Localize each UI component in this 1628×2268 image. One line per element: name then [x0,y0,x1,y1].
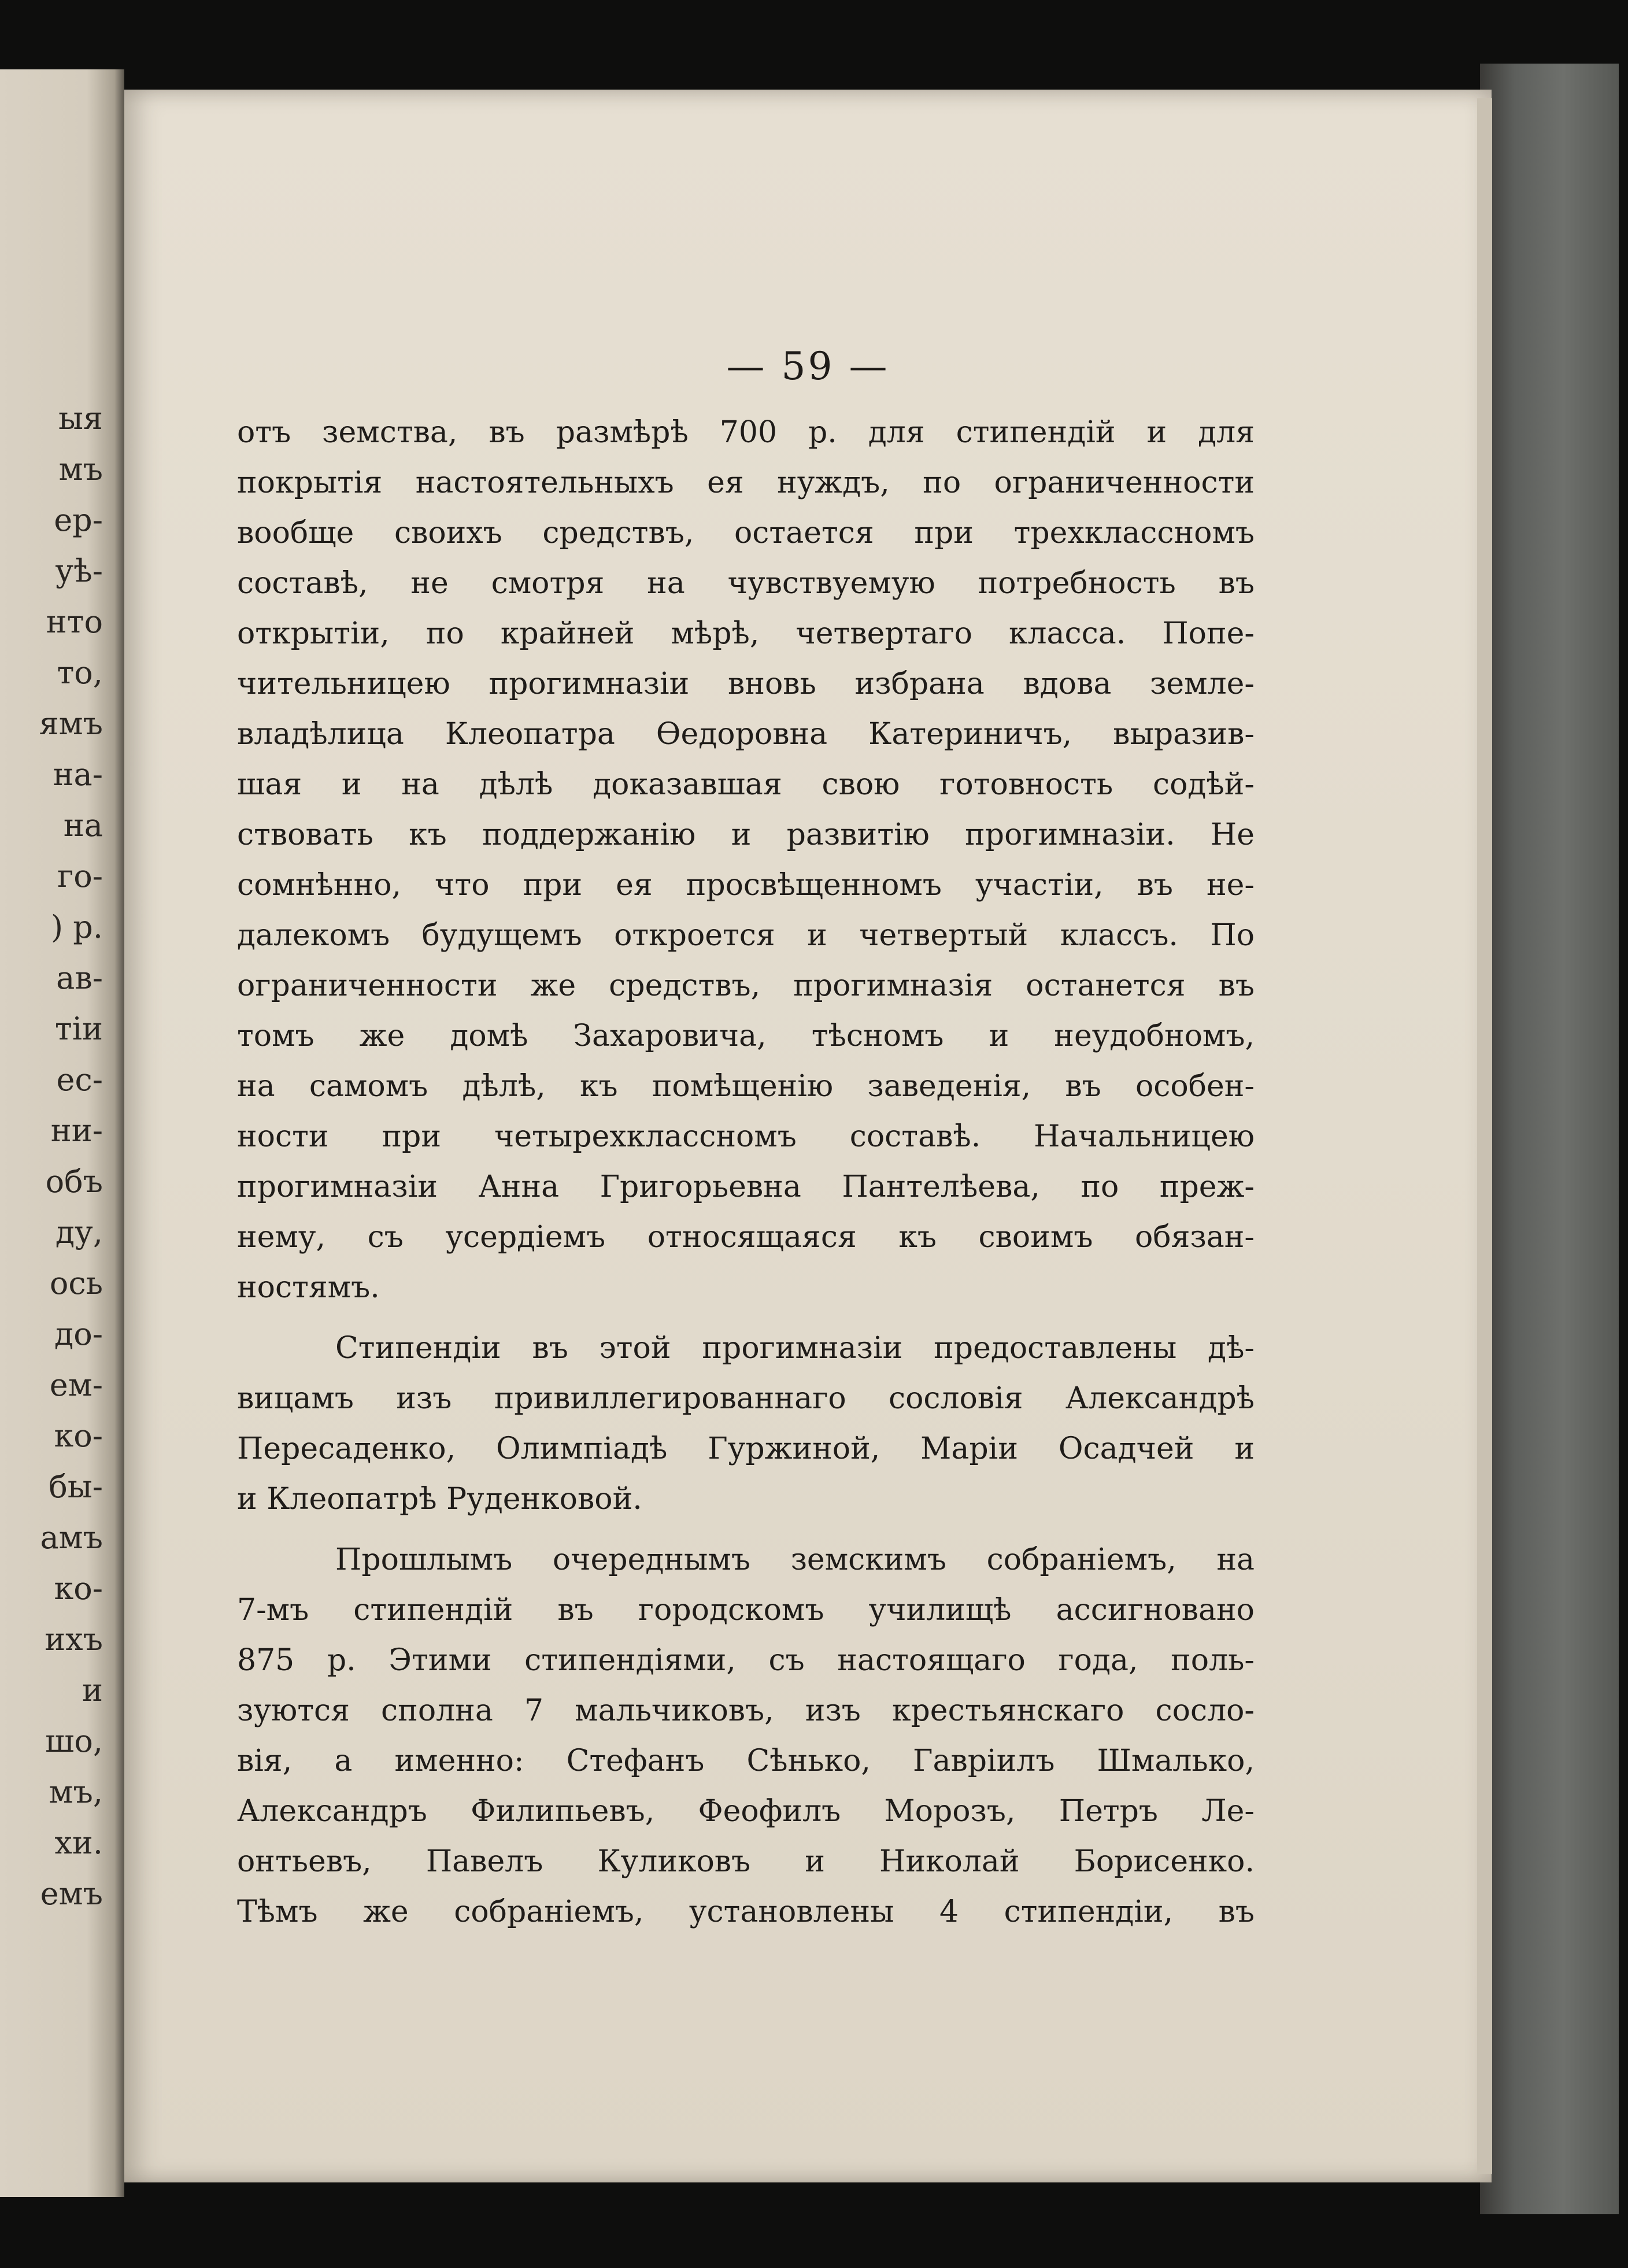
text-line: ностямъ. [237,1270,380,1305]
text-line: Александръ Филипьевъ, Феофилъ Морозъ, Петръ Ле- [237,1794,1255,1829]
previous-page-fragment: ыя [58,400,103,436]
previous-page-fragment: ни- [50,1112,103,1149]
previous-page-fragment: хи. [54,1825,103,1861]
text-line: онтьевъ, Павелъ Куликовъ и Николай Борисенко. [237,1844,1255,1879]
text-line: составѣ, не смотря на чувствуемую потребность въ [237,566,1255,601]
previous-page-fragment: то, [57,654,103,691]
previous-page-fragment: ко- [54,1418,103,1454]
text-line: покрытія настоятельныхъ ея нуждъ, по ограниченности [237,465,1255,500]
text-line: Стипендіи въ этой прогимназіи предоставлены дѣ- [335,1331,1255,1366]
binding-board [1480,64,1619,2214]
previous-page-fragment: мъ [58,451,103,487]
text-line: сомнѣнно, что при ея просвѣщенномъ участіи, въ не- [237,868,1255,902]
previous-page-fragment: и [82,1672,103,1708]
text-line: на самомъ дѣлѣ, къ помѣщенію заведенія, въ особен- [237,1069,1255,1104]
text-line: прогимназіи Анна Григорьевна Пантелѣева, по преж- [237,1170,1255,1204]
text-line: ствовать къ поддержанію и развитію прогимназіи. Не [237,817,1255,852]
text-line: вообще своихъ средствъ, остается при трехклассномъ [237,516,1255,550]
text-line: чительницею прогимназіи вновь избрана вдова земле- [237,667,1255,701]
text-line: Пересаденко, Олимпіадѣ Гуржиной, Маріи Осадчей и [237,1431,1255,1466]
text-line: нему, съ усердіемъ относящаяся къ своимъ обязан- [237,1220,1255,1255]
page-edge [1477,98,1492,2174]
previous-page-fragment: ямъ [39,705,103,742]
book-page [124,90,1492,2182]
text-line: открытіи, по крайней мѣрѣ, четвертаго класса. Попе- [237,616,1255,651]
previous-page-fragments [0,393,116,1919]
previous-page-fragment: на [63,807,103,843]
previous-page-fragment: ду, [55,1214,103,1250]
text-line: далекомъ будущемъ откроется и четвертый классъ. По [237,918,1255,953]
text-line: ности при четырехклассномъ составѣ. Начальницею [237,1119,1255,1154]
previous-page-fragment: до- [54,1316,103,1352]
text-line: томъ же домѣ Захаровича, тѣсномъ и неудобномъ, [237,1019,1255,1053]
paragraph-gap [237,1313,1255,1323]
previous-page-fragment: ось [49,1265,103,1301]
previous-page-fragment: амъ [40,1519,103,1556]
text-line: отъ земства, въ размѣрѣ 700 р. для стипендій и для [237,415,1255,450]
text-line: Тѣмъ же собраніемъ, установлены 4 стипендіи, въ [237,1895,1255,1929]
previous-page-fragment: на- [53,756,103,793]
previous-page-fragment: мъ, [49,1774,103,1810]
previous-page-fragment: емъ [40,1875,103,1912]
text-line: шая и на дѣлѣ доказавшая свою готовность содѣй- [237,767,1255,802]
text-line: вицамъ изъ привиллегированнаго сословія Александрѣ [237,1381,1255,1416]
previous-page-fragment: ко- [54,1570,103,1607]
text-line: ограниченности же средствъ, прогимназія останется въ [237,968,1255,1003]
previous-page-fragment: ер- [54,502,103,538]
text-line: владѣлица Клеопатра Ѳедоровна Катериничъ, выразив- [237,717,1255,752]
previous-page-fragment: шо, [45,1723,103,1759]
previous-page-fragment: ) р. [51,909,103,945]
previous-page-fragment: ав- [56,960,103,996]
text-line: вія, а именно: Стефанъ Сѣнько, Гавріилъ Шмалько, [237,1744,1255,1778]
previous-page-fragment: ем- [49,1367,103,1403]
page-number: — 59 — [726,344,890,389]
previous-page-fragment: ихъ [45,1621,103,1657]
text-line: и Клеопатрѣ Руденковой. [237,1482,642,1516]
page-text [237,408,1255,1937]
previous-page-edge [0,69,124,2197]
text-line: Прошлымъ очереднымъ земскимъ собраніемъ, на [335,1542,1255,1577]
text-line: зуются сполна 7 мальчиковъ, изъ крестьянскаго сосло- [237,1693,1255,1728]
previous-page-fragment: объ [45,1163,103,1200]
previous-page-fragment: нто [46,604,103,640]
previous-page-fragment: тіи [54,1011,103,1047]
previous-page-fragment: го- [57,858,103,894]
previous-page-fragment: бы- [49,1468,103,1505]
text-line: 875 р. Этими стипендіями, съ настоящаго года, поль- [237,1643,1255,1678]
text-line: 7-мъ стипендій въ городскомъ училищѣ ассигновано [237,1593,1255,1627]
previous-page-fragment: уѣ- [55,553,103,589]
paragraph-gap [237,1525,1255,1535]
previous-page-fragment: ес- [56,1061,103,1098]
